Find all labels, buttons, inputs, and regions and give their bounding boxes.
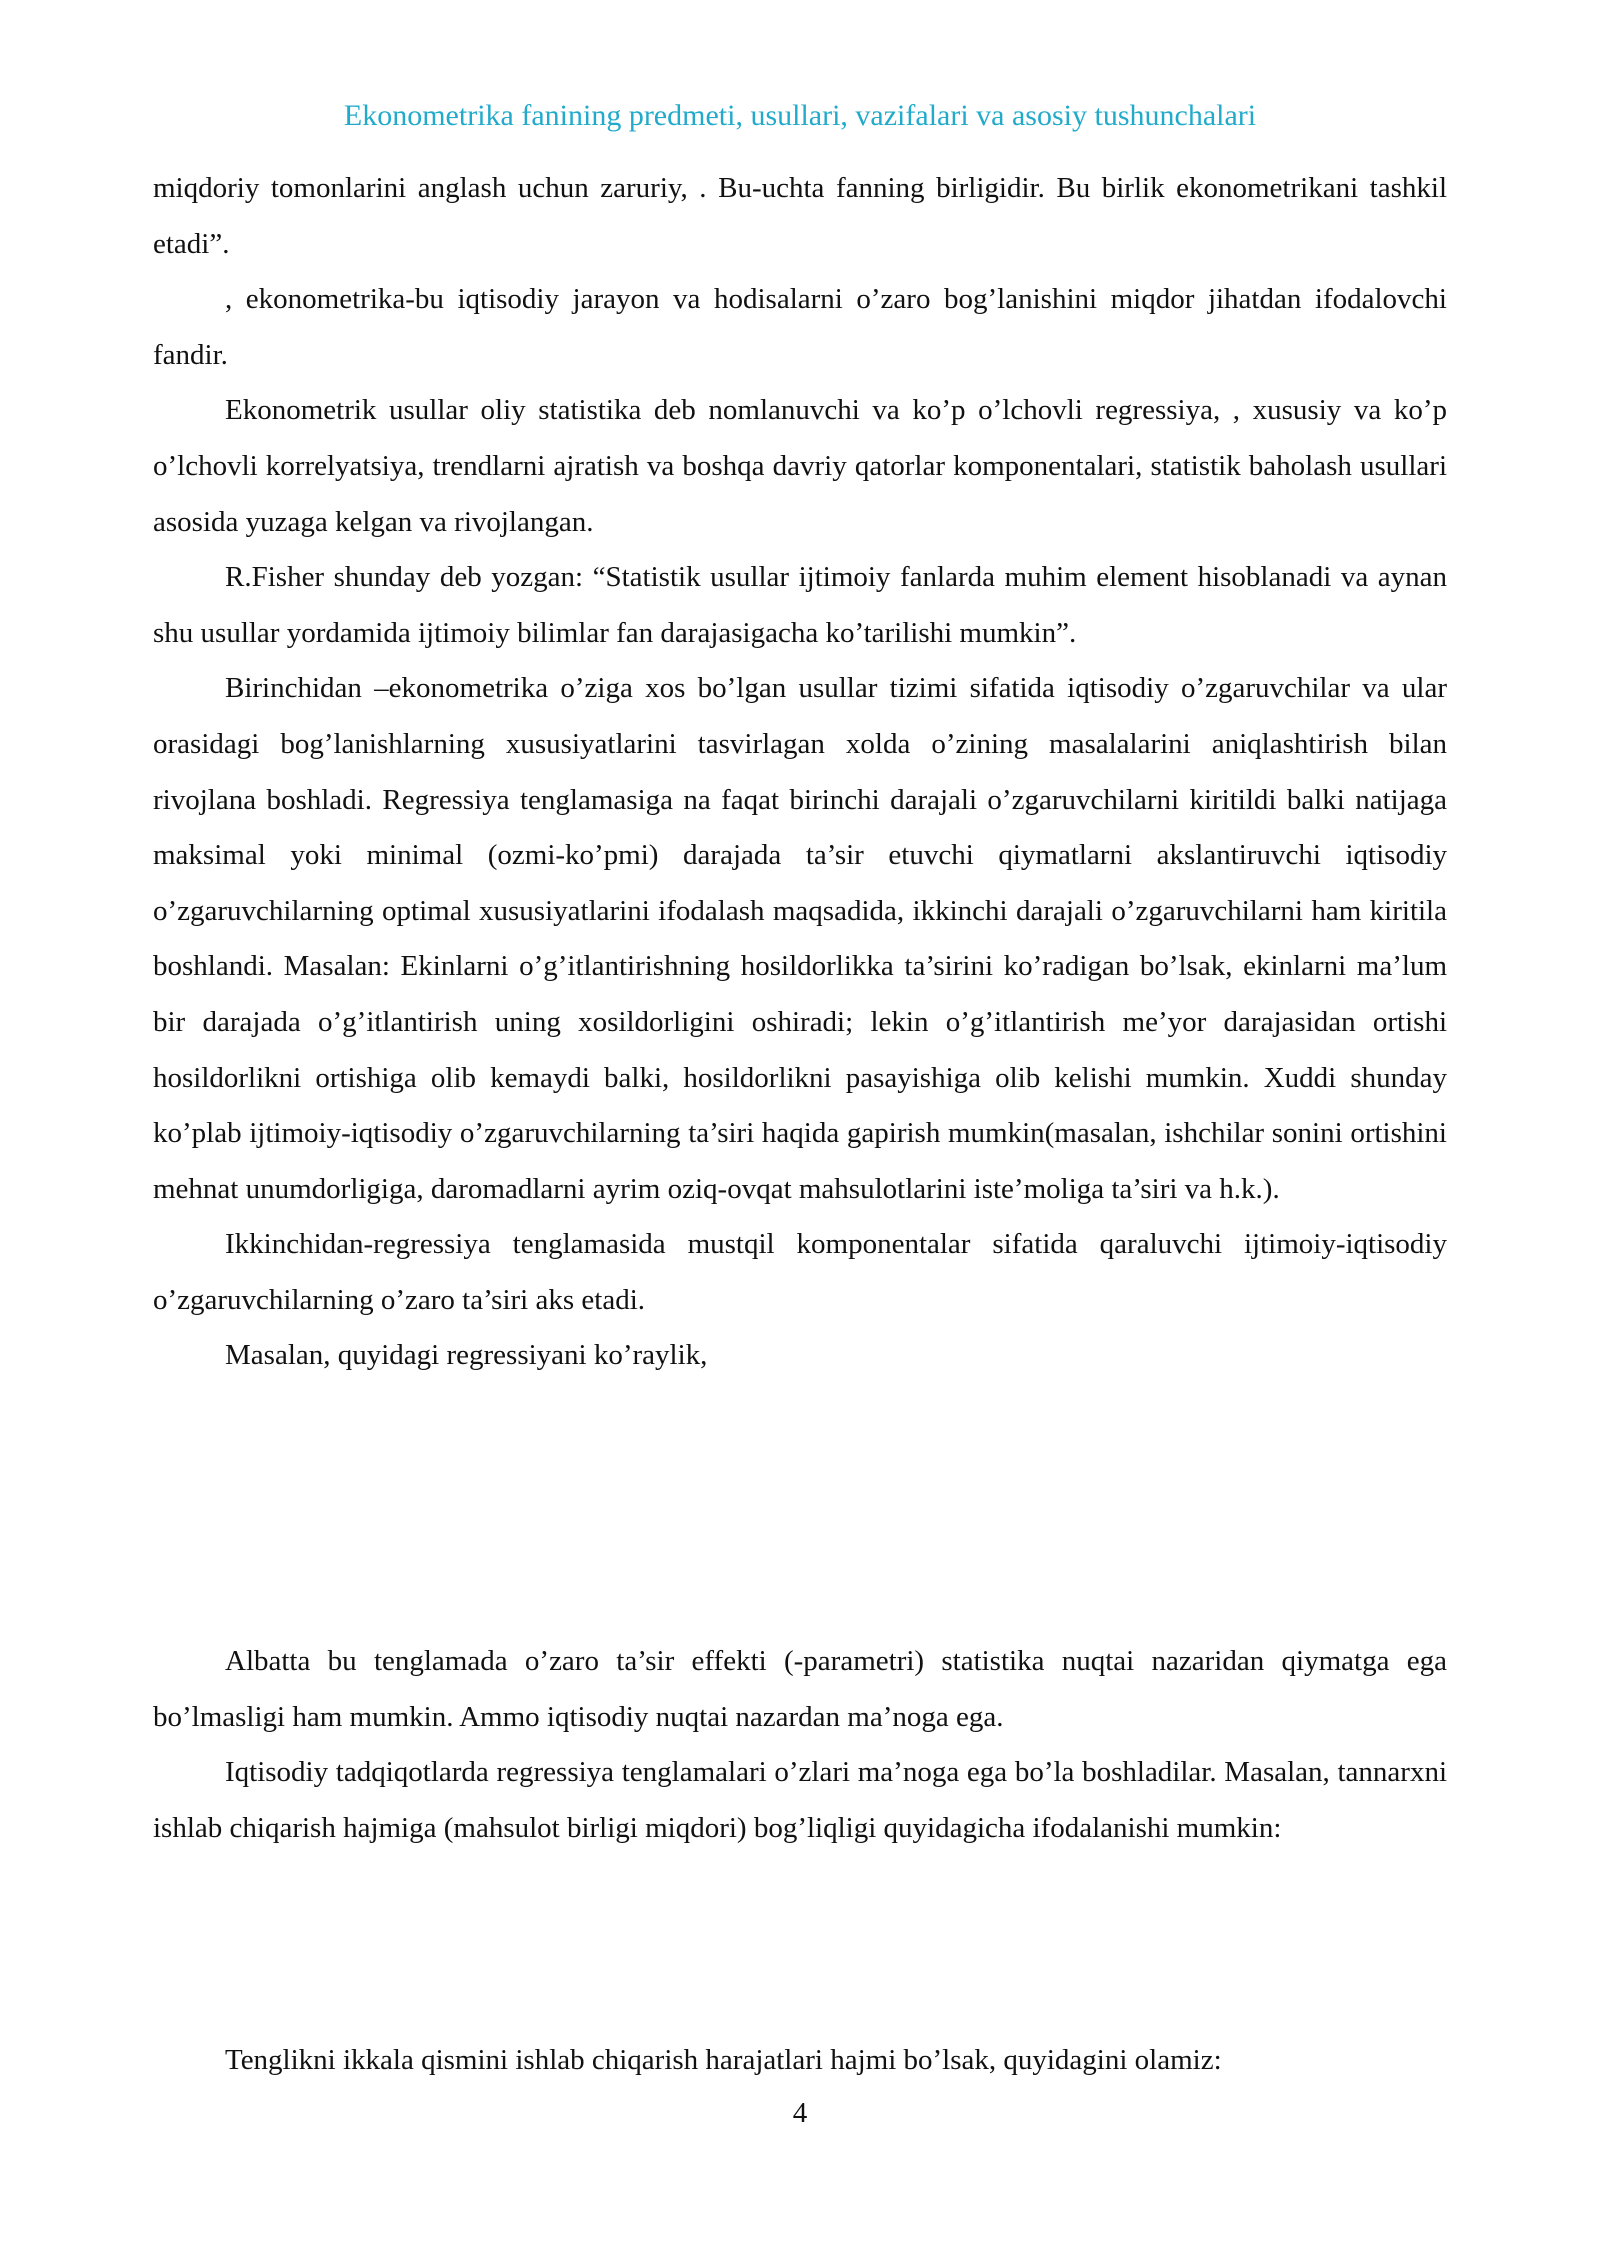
text-block-main [153,161,1447,1384]
text-block-final [153,2033,1447,2089]
text-block-after-equation [153,1634,1447,1856]
paragraph-equality-sides: Tenglikni ikkala qismini ishlab chiqarish harajatlari hajmi bo’lsak, quyidagini olamiz: [225,2044,1222,2076]
paragraph-example-regression: Masalan, quyidagi regressiyani ko’raylik, [225,1339,708,1372]
paragraph-secondly: Ikkinchidan-regressiya tenglamasida mustqil komponentalar sifatida qaraluvchi ijtimoiy-iqtisodiy o’zgaruvchilarning o’zaro ta’siri aks etadi. [153,1228,1447,1316]
paragraph-fisher-quote: R.Fisher shunday deb yozgan: “Statistik usullar ijtimoiy fanlarda muhim element hisoblanadi va aynan shu usullar yordamida ijtimoiy bilimlar fan darajasigacha ko’tarilishi mumkin”. [153,561,1447,649]
paragraph-firstly: Birinchidan –ekonometrika o’ziga xos bo’lgan usullar tizimi sifatida iqtisodiy o’zgaruvchilar va ular orasidagi bog’lanishlarning xususiyatlarini tasvirlagan xolda o’zining masalalarini aniqlashtirish bilan rivojlana boshladi. Regressiya tenglamasiga na faqat birinchi darajali o’zgaruvchilarni kiritildi balki natijaga maksimal yoki minimal (ozmi-ko’pmi) darajada ta’sir etuvchi qiymatlarni akslantiruvchi iqtisodiy o’zgaruvchilarning optimal xususiyatlarini ifodalash maqsadida, ikkinchi darajali o’zgaruvchilarni ham kiritila boshlandi. Masalan: Ekinlarni o’g’itlantirishning hosildorlikka ta’sirini ko’radigan bo’lsak, ekinlarni ma’lum bir darajada o’g’itlantirish uning xosildorligini oshiradi; lekin o’g’itlantirish me’yor darajasidan ortishi hosildorlikni ortishiga olib kemaydi balki, hosildorlikni pasayishiga olib kelishi mumkin. Xuddi shunday ko’plab ijtimoiy-iqtisodiy o’zgaruvchilarning ta’siri haqida gapirish mumkin(masalan, ishchilar sonini ortishini mehnat unumdorligiga, daromadlarni ayrim oziq-ovqat mahsulotlarini iste’moliga ta’siri va h.k.). [153,672,1447,1205]
paragraph-cost-dependence: Iqtisodiy tadqiqotlarda regressiya tenglamalari o’zlari ma’noga ega bo’la boshladilar. Masalan, tannarxni ishlab chiqarish hajmiga (mahsulot birligi miqdori) bog’liqligi quyidagicha ifodalanishi mumkin: [153,1756,1447,1844]
paragraph-definition: , ekonometrika-bu iqtisodiy jarayon va hodisalarni o’zaro bog’lanishini miqdor jihatdan ifodalovchi fandir. [153,283,1447,371]
paragraph-econometric-methods: Ekonometrik usullar oliy statistika deb nomlanuvchi va ko’p o’lchovli regressiya, , xususiy va ko’p o’lchovli korrelyatsiya, trendlarni ajratish va boshqa davriy qatorlar komponentalari, statistik baholash usullari asosida yuzaga kelgan va rivojlangan. [153,394,1447,538]
paragraph-continuation: miqdoriy tomonlarini anglash uchun zaruriy, . Bu-uchta fanning birligidir. Bu birlik ekonometrikani tashkil etadi”. [153,172,1447,260]
paragraph-interaction-effect: Albatta bu tenglamada o’zaro ta’sir effekti (-parametri) statistika nuqtai nazaridan qiymatga ega bo’lmasligi ham mumkin. Ammo iqtisodiy nuqtai nazardan ma’noga ega. [153,1645,1447,1733]
page-number: 4 [792,2097,808,2129]
running-header: Ekonometrika fanining predmeti, usullari, vazifalari va asosiy tushunchalari [343,99,1257,132]
